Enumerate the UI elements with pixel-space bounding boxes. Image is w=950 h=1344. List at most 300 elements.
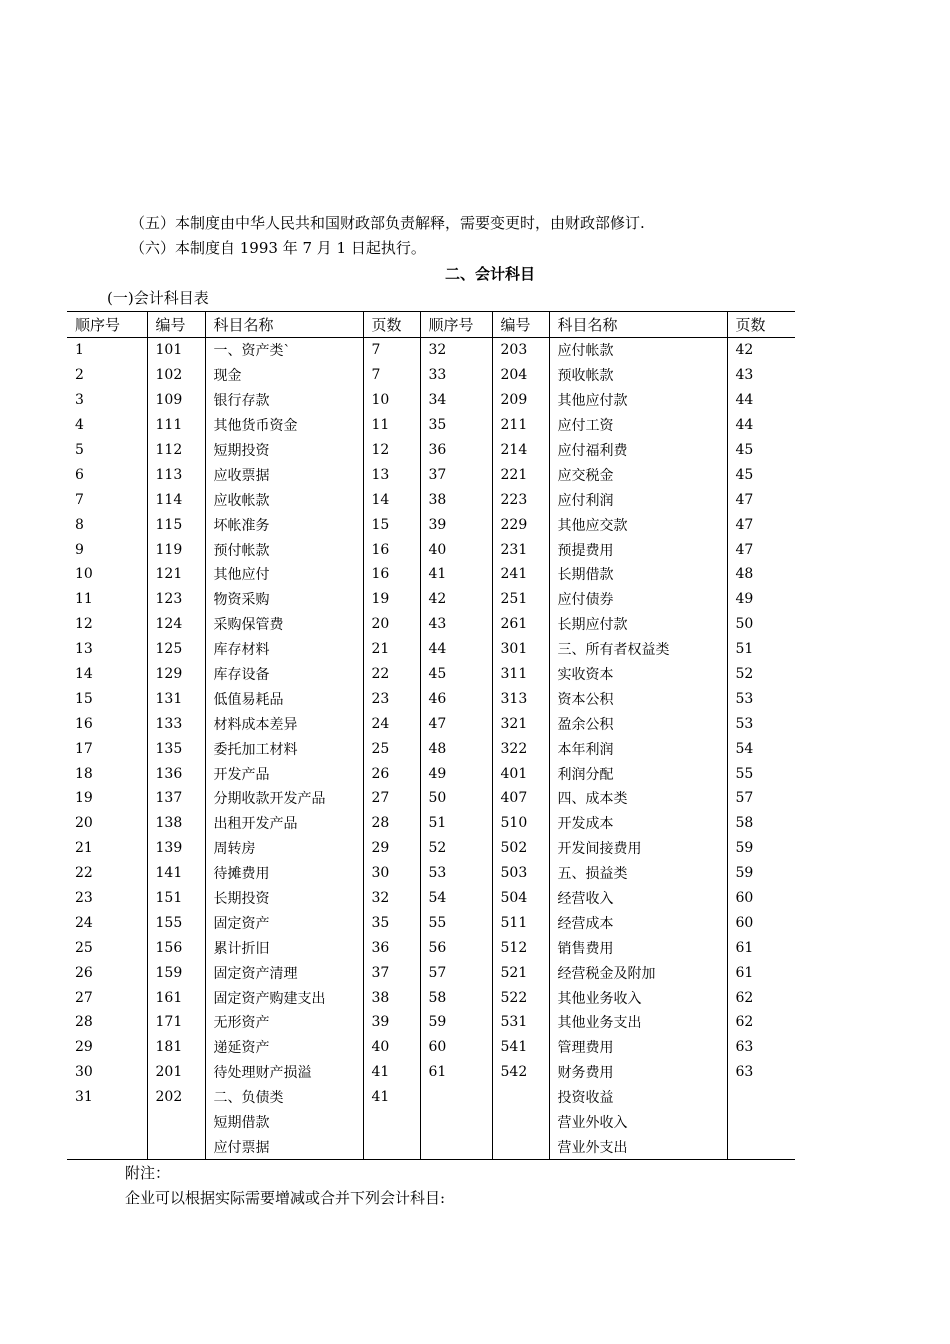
table-cell: 28 xyxy=(363,811,420,836)
table-cell: 522 xyxy=(492,985,549,1010)
table-cell: 131 xyxy=(147,686,205,711)
table-cell: 21 xyxy=(75,840,93,857)
table-cell: 155 xyxy=(147,910,205,935)
table-cell: 30 xyxy=(75,1064,93,1081)
table-cell xyxy=(147,1135,205,1160)
table-row xyxy=(67,910,795,935)
table-cell: 41 xyxy=(363,1085,420,1110)
table-cell: 22 xyxy=(75,865,93,882)
table-cell: 待摊费用 xyxy=(205,861,363,886)
table-cell: 物资采购 xyxy=(205,587,363,612)
table-cell: 53 xyxy=(727,686,795,711)
table-cell: 19 xyxy=(75,790,93,807)
table-cell: 其他业务支出 xyxy=(549,1010,727,1035)
table-row xyxy=(67,1110,795,1135)
table-cell: 50 xyxy=(727,612,795,637)
table-cell: 应收帐款 xyxy=(205,487,363,512)
column-header: 科目名称 xyxy=(205,312,363,338)
table-cell: 20 xyxy=(75,815,93,832)
table-cell: 固定资产清理 xyxy=(205,960,363,985)
table-cell: 57 xyxy=(727,786,795,811)
table-cell: 223 xyxy=(492,487,549,512)
table-cell: 229 xyxy=(492,512,549,537)
table-cell: 58 xyxy=(727,811,795,836)
table-cell: 库存设备 xyxy=(205,662,363,687)
table-cell: 241 xyxy=(492,562,549,587)
table-cell: 35 xyxy=(420,413,492,438)
column-header: 科目名称 xyxy=(549,312,727,338)
table-cell: 407 xyxy=(492,786,549,811)
table-cell: 504 xyxy=(492,886,549,911)
table-cell: 54 xyxy=(727,736,795,761)
table-cell: 财务费用 xyxy=(549,1060,727,1085)
table-cell: 38 xyxy=(420,487,492,512)
table-cell: 47 xyxy=(727,512,795,537)
table-cell: 44 xyxy=(420,637,492,662)
table-cell: 应收票据 xyxy=(205,462,363,487)
table-row xyxy=(67,413,795,438)
table-cell xyxy=(727,1085,795,1110)
table-cell: 22 xyxy=(363,662,420,687)
table-cell: 24 xyxy=(75,914,93,931)
table-cell: 49 xyxy=(727,587,795,612)
table-cell: 36 xyxy=(363,935,420,960)
table-row xyxy=(67,736,795,761)
table-cell: 7 xyxy=(363,338,420,363)
table-cell: 50 xyxy=(420,786,492,811)
table-cell: 开发间接费用 xyxy=(549,836,727,861)
table-cell: 109 xyxy=(147,388,205,413)
table-row xyxy=(67,935,795,960)
table-cell: 56 xyxy=(420,935,492,960)
table-cell: 7 xyxy=(363,363,420,388)
table-cell: 51 xyxy=(727,637,795,662)
table-cell: 159 xyxy=(147,960,205,985)
table-cell: 19 xyxy=(363,587,420,612)
table-cell: 销售费用 xyxy=(549,935,727,960)
table-cell: 125 xyxy=(147,637,205,662)
table-cell: 44 xyxy=(727,388,795,413)
column-header: 页数 xyxy=(727,312,795,338)
table-cell: 13 xyxy=(75,641,93,658)
table-cell: 16 xyxy=(363,537,420,562)
table-cell: 113 xyxy=(147,462,205,487)
table-cell: 长期应付款 xyxy=(549,612,727,637)
table-cell: 62 xyxy=(727,985,795,1010)
table-cell: 511 xyxy=(492,910,549,935)
table-cell: 251 xyxy=(492,587,549,612)
table-row xyxy=(67,985,795,1010)
table-row xyxy=(67,1035,795,1060)
table-row xyxy=(67,1060,795,1085)
table-cell: 101 xyxy=(147,338,205,363)
table-row xyxy=(67,711,795,736)
table-cell: 531 xyxy=(492,1010,549,1035)
table-cell: 40 xyxy=(363,1035,420,1060)
table-cell: 11 xyxy=(363,413,420,438)
table-cell: 4 xyxy=(75,417,84,434)
table-cell: 14 xyxy=(363,487,420,512)
table-cell: 136 xyxy=(147,761,205,786)
table-cell: 204 xyxy=(492,363,549,388)
table-cell: 21 xyxy=(363,637,420,662)
note-text: 企业可以根据实际需要增减或合并下列会计科目: xyxy=(125,1189,446,1207)
table-cell: 37 xyxy=(363,960,420,985)
table-cell: 其他应付款 xyxy=(549,388,727,413)
table-cell: 29 xyxy=(363,836,420,861)
table-cell: 35 xyxy=(363,910,420,935)
section-title: 二、会计科目 xyxy=(444,265,535,283)
table-cell: 坏帐准务 xyxy=(205,512,363,537)
table-cell: 应付票据 xyxy=(205,1135,363,1160)
table-cell: 25 xyxy=(363,736,420,761)
table-cell: 15 xyxy=(75,690,93,707)
table-cell: 23 xyxy=(75,890,93,907)
table-cell: 46 xyxy=(420,686,492,711)
table-cell: 119 xyxy=(147,537,205,562)
table-cell: 209 xyxy=(492,388,549,413)
table-cell: 115 xyxy=(147,512,205,537)
table-cell: 16 xyxy=(75,715,93,732)
table-cell: 49 xyxy=(420,761,492,786)
column-header: 顺序号 xyxy=(67,312,147,338)
table-cell: 63 xyxy=(727,1060,795,1085)
table-cell: 应付福利费 xyxy=(549,438,727,463)
table-cell: 48 xyxy=(420,736,492,761)
table-cell xyxy=(727,1110,795,1135)
table-cell: 25 xyxy=(75,939,93,956)
table-cell: 510 xyxy=(492,811,549,836)
table-cell: 四、成本类 xyxy=(549,786,727,811)
table-cell: 实收资本 xyxy=(549,662,727,687)
table-cell: 12 xyxy=(75,616,93,633)
table-cell: 59 xyxy=(727,836,795,861)
table-row xyxy=(67,338,795,363)
table-cell: 55 xyxy=(420,910,492,935)
table-cell: 投资收益 xyxy=(549,1085,727,1110)
table-cell: 27 xyxy=(75,989,93,1006)
table-cell: 3 xyxy=(75,392,84,409)
table-cell: 营业外收入 xyxy=(549,1110,727,1135)
table-cell: 无形资产 xyxy=(205,1010,363,1035)
paragraph-5: （五）本制度由中华人民共和国财政部负责解释，需要变更时，由财政部修订. xyxy=(130,214,645,232)
table-cell: 31 xyxy=(75,1089,93,1106)
table-cell: 经营税金及附加 xyxy=(549,960,727,985)
table-cell: 应付帐款 xyxy=(549,338,727,363)
table-cell: 41 xyxy=(363,1060,420,1085)
table-cell: 43 xyxy=(420,612,492,637)
table-cell: 委托加工材料 xyxy=(205,736,363,761)
table-cell: 542 xyxy=(492,1060,549,1085)
table-cell: 102 xyxy=(147,363,205,388)
table-cell: 低值易耗品 xyxy=(205,686,363,711)
note-label: 附注： xyxy=(125,1164,171,1182)
table-row xyxy=(67,612,795,637)
table-cell: 固定资产 xyxy=(205,910,363,935)
table-cell: 其他货币资金 xyxy=(205,413,363,438)
table-cell: 181 xyxy=(147,1035,205,1060)
table-cell: 44 xyxy=(727,413,795,438)
table-cell: 长期投资 xyxy=(205,886,363,911)
table-cell: 60 xyxy=(727,886,795,911)
table-cell: 36 xyxy=(420,438,492,463)
table-cell: 231 xyxy=(492,537,549,562)
table-row xyxy=(67,637,795,662)
table-cell: 114 xyxy=(147,487,205,512)
table-cell: 45 xyxy=(727,462,795,487)
table-row xyxy=(67,1010,795,1035)
table-row xyxy=(67,487,795,512)
table-cell xyxy=(67,1110,147,1135)
table-cell: 214 xyxy=(492,438,549,463)
table-cell: 1 xyxy=(75,342,84,359)
table-cell: 137 xyxy=(147,786,205,811)
table-cell: 5 xyxy=(75,442,84,458)
table-caption: (一)会计科目表 xyxy=(107,289,209,307)
table-cell: 30 xyxy=(363,861,420,886)
table-cell: 短期投资 xyxy=(205,438,363,463)
table-row xyxy=(67,886,795,911)
table-cell: 14 xyxy=(75,666,93,683)
table-cell: 60 xyxy=(420,1035,492,1060)
table-body xyxy=(67,338,795,1160)
table-cell: 53 xyxy=(420,861,492,886)
table-cell: 201 xyxy=(147,1060,205,1085)
table-cell: 47 xyxy=(420,711,492,736)
table-cell: 512 xyxy=(492,935,549,960)
table-cell xyxy=(363,1135,420,1160)
table-cell: 采购保管费 xyxy=(205,612,363,637)
table-cell xyxy=(727,1135,795,1160)
table-cell: 138 xyxy=(147,811,205,836)
table-cell: 161 xyxy=(147,985,205,1010)
table-cell: 9 xyxy=(75,541,84,558)
table-cell: 541 xyxy=(492,1035,549,1060)
table-cell: 322 xyxy=(492,736,549,761)
table-cell: 经营收入 xyxy=(549,886,727,911)
table-cell: 61 xyxy=(420,1060,492,1085)
table-cell: 42 xyxy=(727,338,795,363)
table-cell: 301 xyxy=(492,637,549,662)
table-cell: 应交税金 xyxy=(549,462,727,487)
table-cell: 59 xyxy=(420,1010,492,1035)
column-header: 编号 xyxy=(492,312,549,338)
table-cell: 42 xyxy=(420,587,492,612)
table-cell: 43 xyxy=(727,363,795,388)
table-cell: 递延资产 xyxy=(205,1035,363,1060)
table-cell: 经营成本 xyxy=(549,910,727,935)
table-row xyxy=(67,662,795,687)
table-cell: 45 xyxy=(727,438,795,463)
table-cell: 151 xyxy=(147,886,205,911)
table-cell: 54 xyxy=(420,886,492,911)
table-cell: 累计折旧 xyxy=(205,935,363,960)
table-cell: 135 xyxy=(147,736,205,761)
table-cell: 32 xyxy=(420,338,492,363)
table-cell xyxy=(147,1110,205,1135)
table-cell: 24 xyxy=(363,711,420,736)
table-cell: 预付帐款 xyxy=(205,537,363,562)
table-cell: 营业外支出 xyxy=(549,1135,727,1160)
table-row xyxy=(67,811,795,836)
table-cell: 34 xyxy=(420,388,492,413)
table-cell: 待处理财产损溢 xyxy=(205,1060,363,1085)
table-cell: 39 xyxy=(420,512,492,537)
table-cell: 521 xyxy=(492,960,549,985)
table-cell: 应付工资 xyxy=(549,413,727,438)
table-cell xyxy=(420,1135,492,1160)
table-cell: 261 xyxy=(492,612,549,637)
table-cell: 本年利润 xyxy=(549,736,727,761)
table-cell: 固定资产购建支出 xyxy=(205,985,363,1010)
table-cell: 26 xyxy=(75,964,93,981)
table-cell: 10 xyxy=(75,566,93,583)
table-cell: 62 xyxy=(727,1010,795,1035)
table-cell: 40 xyxy=(420,537,492,562)
table-cell: 51 xyxy=(420,811,492,836)
table-cell: 52 xyxy=(727,662,795,687)
table-header-row xyxy=(67,312,795,338)
table-cell: 47 xyxy=(727,537,795,562)
table-cell: 开发成本 xyxy=(549,811,727,836)
column-header: 顺序号 xyxy=(420,312,492,338)
table-cell: 63 xyxy=(727,1035,795,1060)
table-cell: 其他应交款 xyxy=(549,512,727,537)
table-cell: 59 xyxy=(727,861,795,886)
table-cell: 171 xyxy=(147,1010,205,1035)
table-cell: 现金 xyxy=(205,363,363,388)
table-cell: 短期借款 xyxy=(205,1110,363,1135)
table-row xyxy=(67,1085,795,1110)
table-cell: 18 xyxy=(75,765,93,782)
table-cell: 开发产品 xyxy=(205,761,363,786)
table-cell: 出租开发产品 xyxy=(205,811,363,836)
table-row xyxy=(67,462,795,487)
table-cell: 27 xyxy=(363,786,420,811)
column-header: 页数 xyxy=(363,312,420,338)
table-cell: 61 xyxy=(727,960,795,985)
column-header: 编号 xyxy=(147,312,205,338)
table-cell: 121 xyxy=(147,562,205,587)
table-cell: 32 xyxy=(363,886,420,911)
table-cell: 401 xyxy=(492,761,549,786)
table-cell: 7 xyxy=(75,491,84,508)
table-row xyxy=(67,786,795,811)
table-cell xyxy=(420,1085,492,1110)
table-cell: 61 xyxy=(727,935,795,960)
table-cell: 321 xyxy=(492,711,549,736)
table-cell: 15 xyxy=(363,512,420,537)
table-row xyxy=(67,836,795,861)
table-cell: 57 xyxy=(420,960,492,985)
table-cell: 其他应付 xyxy=(205,562,363,587)
table-cell: 124 xyxy=(147,612,205,637)
table-cell xyxy=(492,1135,549,1160)
table-cell xyxy=(363,1110,420,1135)
table-cell: 45 xyxy=(420,662,492,687)
table-cell: 8 xyxy=(75,516,84,533)
table-cell: 盈余公积 xyxy=(549,711,727,736)
table-cell: 周转房 xyxy=(205,836,363,861)
table-cell: 156 xyxy=(147,935,205,960)
table-cell: 311 xyxy=(492,662,549,687)
table-cell: 13 xyxy=(363,462,420,487)
table-cell: 202 xyxy=(147,1085,205,1110)
table-cell: 33 xyxy=(420,363,492,388)
table-cell: 2 xyxy=(75,367,84,384)
table-cell: 26 xyxy=(363,761,420,786)
table-cell: 20 xyxy=(363,612,420,637)
table-cell: 503 xyxy=(492,861,549,886)
table-cell: 11 xyxy=(75,591,93,608)
table-cell: 502 xyxy=(492,836,549,861)
table-cell: 材料成本差异 xyxy=(205,711,363,736)
table-row xyxy=(67,363,795,388)
table-cell: 203 xyxy=(492,338,549,363)
table-cell: 10 xyxy=(363,388,420,413)
table-cell: 23 xyxy=(363,686,420,711)
table-cell: 112 xyxy=(147,438,205,463)
table-row xyxy=(67,1135,795,1160)
table-cell: 123 xyxy=(147,587,205,612)
table-cell: 应付利润 xyxy=(549,487,727,512)
table-cell: 分期收款开发产品 xyxy=(205,786,363,811)
accounts-table xyxy=(67,311,795,1160)
table-cell: 二、负债类 xyxy=(205,1085,363,1110)
table-cell: 111 xyxy=(147,413,205,438)
table-row xyxy=(67,761,795,786)
table-row xyxy=(67,537,795,562)
table-cell xyxy=(492,1085,549,1110)
table-row xyxy=(67,388,795,413)
table-cell: 17 xyxy=(75,740,93,757)
table-cell: 221 xyxy=(492,462,549,487)
table-cell: 313 xyxy=(492,686,549,711)
table-cell: 53 xyxy=(727,711,795,736)
table-cell: 211 xyxy=(492,413,549,438)
table-row xyxy=(67,686,795,711)
table-cell: 60 xyxy=(727,910,795,935)
table-cell: 资本公积 xyxy=(549,686,727,711)
table-cell: 28 xyxy=(75,1014,93,1031)
table-cell: 133 xyxy=(147,711,205,736)
table-cell: 利润分配 xyxy=(549,761,727,786)
table-cell: 预收帐款 xyxy=(549,363,727,388)
table-cell: 52 xyxy=(420,836,492,861)
table-row xyxy=(67,960,795,985)
paragraph-6: （六）本制度自 1993 年 7 月 1 日起执行。 xyxy=(130,239,426,257)
table-cell: 三、所有者权益类 xyxy=(549,637,727,662)
table-cell: 38 xyxy=(363,985,420,1010)
table-cell: 129 xyxy=(147,662,205,687)
table-cell: 16 xyxy=(363,562,420,587)
table-cell: 应付债券 xyxy=(549,587,727,612)
table-cell: 47 xyxy=(727,487,795,512)
table-cell: 58 xyxy=(420,985,492,1010)
table-row xyxy=(67,562,795,587)
table-cell: 39 xyxy=(363,1010,420,1035)
table-cell xyxy=(492,1110,549,1135)
table-cell: 48 xyxy=(727,562,795,587)
table-cell: 55 xyxy=(727,761,795,786)
table-cell: 其他业务收入 xyxy=(549,985,727,1010)
table-row xyxy=(67,438,795,463)
table-cell: 五、损益类 xyxy=(549,861,727,886)
table-cell: 银行存款 xyxy=(205,388,363,413)
table-cell: 29 xyxy=(75,1039,93,1056)
table-cell: 库存材料 xyxy=(205,637,363,662)
table-cell: 一、资产类` xyxy=(205,338,363,363)
